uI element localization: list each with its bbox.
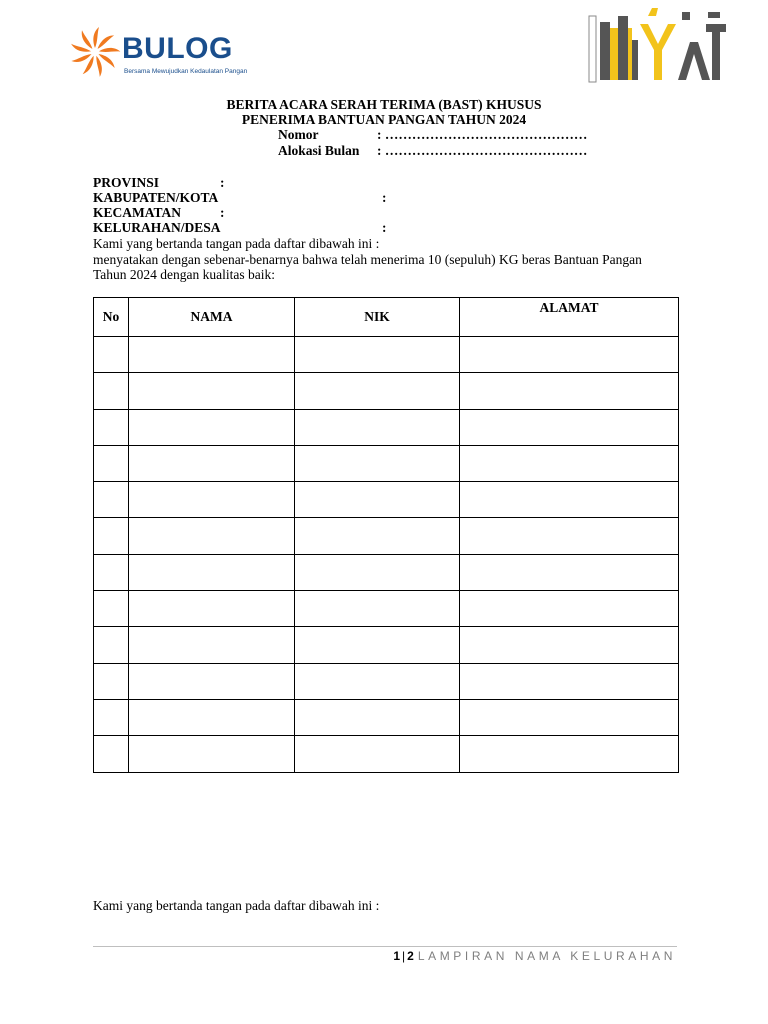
bulog-tagline: Bersama Mewujudkan Kedaulatan Pangan: [124, 68, 248, 75]
column-header-no: No: [94, 298, 129, 337]
page-number: 1: [393, 949, 400, 963]
provinsi-label: PROVINSI: [93, 175, 160, 190]
table-row: [94, 627, 679, 663]
page-separator: |: [402, 949, 406, 963]
cell-nik: [295, 663, 460, 699]
cell-alamat: [460, 445, 679, 481]
statement-text: menyatakan dengan sebenar-benarnya bahwa telah menerima 10 (sepuluh) KG beras Bantuan Pangan Tahun 2024 dengan kualitas baik:: [93, 252, 642, 282]
cell-nama: [129, 373, 295, 409]
bulog-wordmark: BULOG: [122, 32, 233, 65]
kecamatan-label: KECAMATAN: [93, 205, 181, 220]
table-row: [94, 591, 679, 627]
cell-no: [94, 445, 129, 481]
page-total: 2: [407, 949, 414, 963]
cell-alamat: [460, 591, 679, 627]
provinsi-colon: :: [220, 175, 225, 190]
cell-nama: [129, 445, 295, 481]
cell-nama: [129, 337, 295, 373]
table-row: [94, 663, 679, 699]
intro-text: Kami yang bertanda tangan pada daftar dibawah ini :: [93, 236, 380, 251]
cell-alamat: [460, 482, 679, 518]
page-footer: [393, 949, 676, 963]
cell-nama: [129, 482, 295, 518]
cell-nik: [295, 445, 460, 481]
closing-intro-text: Kami yang bertanda tangan pada daftar dibawah ini :: [93, 898, 380, 913]
cell-nik: [295, 409, 460, 445]
cell-nik: [295, 373, 460, 409]
cell-nama: [129, 663, 295, 699]
table-row: [94, 736, 679, 772]
cell-nik: [295, 518, 460, 554]
cell-nik: [295, 337, 460, 373]
cell-alamat: [460, 554, 679, 590]
cell-nama: [129, 736, 295, 772]
document-title-line2: PENERIMA BANTUAN PANGAN TAHUN 2024: [241, 112, 527, 127]
cell-alamat: [460, 736, 679, 772]
cell-nama: [129, 409, 295, 445]
table-row: [94, 409, 679, 445]
cell-nik: [295, 736, 460, 772]
cell-no: [94, 736, 129, 772]
column-header-nik: NIK: [295, 298, 460, 337]
document-title-line1: BERITA ACARA SERAH TERIMA (BAST) KHUSUS: [226, 97, 542, 112]
footer-label: LAMPIRAN NAMA KELURAHAN: [417, 949, 676, 963]
footer-divider: [93, 946, 677, 947]
cell-no: [94, 591, 129, 627]
kelurahan-desa-colon: :: [382, 220, 387, 235]
cell-nama: [129, 518, 295, 554]
cell-nama: [129, 627, 295, 663]
cell-no: [94, 663, 129, 699]
recipients-table: [93, 297, 679, 773]
column-header-nama: NAMA: [129, 298, 295, 337]
cell-alamat: [460, 699, 679, 735]
table-row: [94, 445, 679, 481]
table-row: [94, 482, 679, 518]
cell-alamat: [460, 337, 679, 373]
table-row: [94, 373, 679, 409]
cell-nik: [295, 482, 460, 518]
table-row: [94, 337, 679, 373]
cell-alamat: [460, 627, 679, 663]
cell-alamat: [460, 518, 679, 554]
table-header-row: [94, 298, 679, 337]
cell-nik: [295, 591, 460, 627]
cell-no: [94, 627, 129, 663]
cell-nik: [295, 554, 460, 590]
kabupaten-kota-label: KABUPATEN/KOTA: [93, 190, 219, 205]
yat-logo-icon: [586, 2, 726, 84]
table-row: [94, 554, 679, 590]
cell-nik: [295, 627, 460, 663]
kecamatan-colon: :: [220, 205, 225, 220]
table-row: [94, 518, 679, 554]
cell-nama: [129, 554, 295, 590]
cell-nama: [129, 699, 295, 735]
cell-alamat: [460, 373, 679, 409]
kelurahan-desa-label: KELURAHAN/DESA: [93, 220, 221, 235]
table-row: [94, 699, 679, 735]
cell-nama: [129, 591, 295, 627]
cell-no: [94, 518, 129, 554]
alokasi-bulan-label: Alokasi Bulan: [278, 143, 360, 158]
cell-no: [94, 699, 129, 735]
alokasi-bulan-value: : ………………………………………: [377, 143, 588, 158]
nomor-value: : ………………………………………: [377, 127, 588, 142]
cell-no: [94, 482, 129, 518]
nomor-label: Nomor: [278, 127, 319, 142]
cell-no: [94, 373, 129, 409]
cell-no: [94, 409, 129, 445]
cell-alamat: [460, 409, 679, 445]
cell-nik: [295, 699, 460, 735]
column-header-alamat: ALAMAT: [460, 298, 679, 337]
kabupaten-kota-colon: :: [382, 190, 387, 205]
cell-no: [94, 554, 129, 590]
cell-no: [94, 337, 129, 373]
cell-alamat: [460, 663, 679, 699]
